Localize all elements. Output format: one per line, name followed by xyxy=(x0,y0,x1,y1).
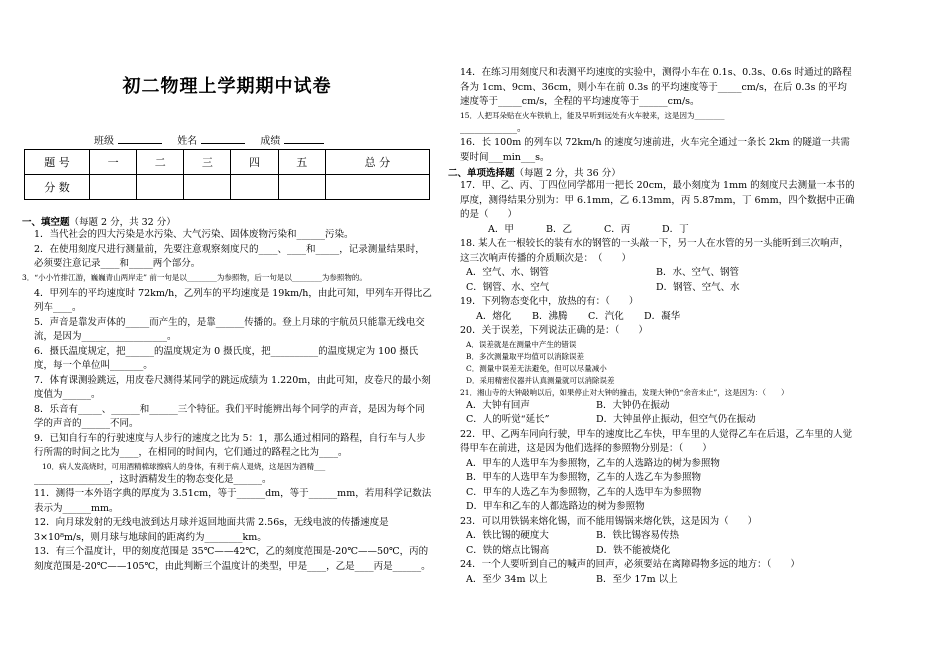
name-blank[interactable] xyxy=(201,133,245,144)
name-label: 姓名 xyxy=(177,136,198,147)
option[interactable]: A．误差就是在测量中产生的错误 xyxy=(466,339,577,349)
question-8: 8．乐音有_____、______和______三个特征。我们平时能辨出每个同学的声音，是因为每个同学的声音的______不同。 xyxy=(34,403,425,429)
option[interactable]: D．凝华 xyxy=(644,310,681,322)
score-table-header: 四 xyxy=(231,150,278,175)
section1-title: 一、填空题 xyxy=(22,217,70,228)
question-7: 7．体育课测验跳远，用皮卷尺测得某同学的跳远成绩为 1.220m，由此可知，皮卷尺的最小刻度值为______。 xyxy=(34,374,431,400)
option[interactable]: B．沸腾 xyxy=(532,310,568,322)
question-3: 3．“小小竹排江游，巍巍青山两岸走” 前一句是以________为参照物，后一句是以________为参照物的。 xyxy=(22,272,367,282)
question-19: 19．下列物态变化中，放热的有：（ ） xyxy=(460,296,639,307)
question-6: 6．摄氏温度规定，把______的温度规定为 0 摄氏度，把__________的温度规定为 100 摄氏度，每一个单位叫_______。 xyxy=(34,345,419,371)
option[interactable]: C．人的听觉“延长” xyxy=(466,414,550,425)
score-table-header-row xyxy=(25,150,430,175)
question-5: 5．声音是靠发声体的_____而产生的，是靠______传播的。登上月球的宇航员只能靠无线电交流，是因为__________________。 xyxy=(34,316,425,342)
question-23-options xyxy=(448,529,856,558)
right-fill-blank xyxy=(448,66,856,587)
option[interactable]: B．水、空气、钢管 xyxy=(656,267,739,278)
section1-note: （每题 2 分，共 32 分） xyxy=(69,217,176,228)
score-label: 成绩 xyxy=(260,136,281,147)
question-14: 14．在练习用刻度尺和表测平均速度的实验中，测得小车在 0.1s、0.3s、0.6s 时通过的路程各为 1cm、9cm、36cm，则小车在前 0.3s 的平均速度等于_____cm/s，在后 0.3s 的平均速度等于_____cm/s，全程的平均速度等于______cm/s。 xyxy=(460,67,852,107)
question-20-options xyxy=(448,339,856,387)
option[interactable]: D．丁 xyxy=(662,223,689,235)
question-23: 23．可以用铁锅来熔化锡，而不能用锡锅来熔化铁，这是因为（ ） xyxy=(460,515,758,527)
option[interactable]: C．铁的熔点比锡高 xyxy=(466,544,550,556)
question-16: 16．长 100m 的列车以 72km/h 的速度匀速前进，火车完全通过一条长 2km 的隧道一共需要时间___min___s。 xyxy=(460,137,850,163)
option[interactable]: D．钢管、空气、水 xyxy=(656,281,740,293)
score-cell[interactable] xyxy=(184,175,231,200)
question-20: 20．关于误差，下列说法正确的是：（ ） xyxy=(460,325,648,336)
question-19-options xyxy=(448,310,856,325)
section2-title: 二、单项选择题 xyxy=(448,168,515,179)
option[interactable]: A．至少 34m 以上 xyxy=(466,573,548,585)
question-12: 12．向月球发射的无线电波到达月球并返回地面共需 2.56s，无线电波的传播速度是 3×10⁸m/s，则月球与地球间的距离约为________km。 xyxy=(34,517,389,543)
question-10: 10．病人发高烧时，可用酒精棉球擦病人的身体，有利于病人退烧，这是因为酒精___ xyxy=(42,461,326,471)
question-24: 24．一个人要听到自己的喊声的回声，必须要站在离障碍物多远的地方：（ ） xyxy=(460,559,800,570)
score-cell[interactable] xyxy=(231,175,278,200)
option[interactable]: D．采用精密仪器并认真测量就可以消除误差 xyxy=(466,375,615,385)
question-21: 21．湘山寺的大钟敲响以后，如果停止对大钟的撞击，发现大钟仍“余音未止”，这是因为：（ ） xyxy=(460,387,789,397)
score-table-header: 一 xyxy=(90,150,137,175)
section-fill-blank xyxy=(22,214,432,574)
score-table-header: 题 号 xyxy=(25,150,90,175)
option[interactable]: D．铁不能被烧化 xyxy=(596,544,671,556)
question-15: 15．人把耳朵贴在火车铁轨上，能及早听到远处有火车驶来，这是因为________ xyxy=(460,110,725,120)
section2-note: （每题 2 分，共 36 分） xyxy=(514,168,621,179)
score-table-header: 二 xyxy=(137,150,184,175)
option[interactable]: A．铁比锡的硬度大 xyxy=(466,530,549,541)
score-table-header: 总 分 xyxy=(325,150,429,175)
option[interactable]: C．丙 xyxy=(604,223,631,235)
option[interactable]: B．至少 17m 以上 xyxy=(596,573,678,585)
question-17-options xyxy=(448,223,856,238)
question-24-options xyxy=(448,573,856,588)
section1-heading xyxy=(22,214,432,228)
question-17: 17．甲、乙、丙、丁四位同学都用一把长 20cm，最小刻度为 1mm 的刻度尺去测量一本书的厚度，测得结果分别为：甲 6.1mm，乙 6.13mm，丙 5.87mm，丁 6mm，四个数据中正确的是（ ） xyxy=(460,180,855,220)
score-cell[interactable] xyxy=(90,175,137,200)
question-9: 9．已知自行车的行驶速度与人步行的速度之比为 5：1，那么通过相同的路程，自行车与人步行所需的时间之比为____，在相同的时间内，它们通过的路程之比为____。 xyxy=(34,432,426,458)
question-18-options xyxy=(448,266,856,295)
score-table-header: 五 xyxy=(278,150,325,175)
option[interactable]: D．大钟虽停止振动，但空气仍在振动 xyxy=(596,414,756,425)
score-row-label: 分 数 xyxy=(25,175,90,200)
question-4: 4．甲列车的平均速度时 72km/h，乙列车的平均速度是 19km/h，由此可知，甲列车开得比乙列车____。 xyxy=(34,287,432,313)
option[interactable]: B．铁比锡容易传热 xyxy=(596,530,679,541)
option[interactable]: A．大钟有回声 xyxy=(466,399,530,411)
score-table-row xyxy=(25,175,430,200)
section2-heading xyxy=(448,165,856,179)
score-blank[interactable] xyxy=(284,133,324,144)
option[interactable]: C．汽化 xyxy=(588,310,624,322)
question-1: 1．当代社会的四大污染是水污染、大气污染、固体废物污染和______污染。 xyxy=(34,229,354,240)
option[interactable]: B．大钟仍在振动 xyxy=(596,399,670,411)
score-table xyxy=(24,149,430,200)
question-13: 13．有三个温度计，甲的刻度范围是 35℃——42℃，乙的刻度范围是-20℃——50℃，丙的刻度范围是-20℃——105℃，由此判断三个温度计的类型，甲是____，乙是____丙是______。 xyxy=(34,546,431,572)
left-column xyxy=(22,0,432,646)
score-cell[interactable] xyxy=(137,175,184,200)
option[interactable]: D．甲车和乙车的人都选路边的树为参照物 xyxy=(466,501,645,512)
class-label: 班级 xyxy=(94,136,114,147)
score-cell[interactable] xyxy=(278,175,325,200)
question-22: 22．甲、乙两车同向行驶，甲车的速度比乙车快，甲车里的人觉得乙车在后退，乙车里的人觉得甲车在前进，这是因为他们选择的参照物分别是：（ ） xyxy=(460,428,853,454)
question-11: 11．测得一本外语字典的厚度为 3.51cm，等于______dm，等于______mm，若用科学记数法表示为______mm。 xyxy=(34,488,432,514)
option[interactable]: B．乙 xyxy=(546,223,572,235)
question-21-options xyxy=(448,399,856,428)
option[interactable]: C．甲车的人选乙车为参照物，乙车的人选甲车为参照物 xyxy=(466,486,702,498)
option[interactable]: C．钢管、水、空气 xyxy=(466,281,550,293)
score-cell[interactable] xyxy=(325,175,429,200)
question-22-options xyxy=(448,457,856,515)
option[interactable]: A．甲 xyxy=(488,223,514,235)
question-15-cont: ____________。 xyxy=(460,122,527,134)
question-10-cont: ________________，这时酒精发生的物态变化是______。 xyxy=(34,473,272,485)
option[interactable]: A．空气、水、钢管 xyxy=(466,267,549,278)
option[interactable]: C．测量中误差无法避免，但可以尽量减小 xyxy=(466,363,607,373)
option[interactable]: B．多次测量取平均值可以消除误差 xyxy=(466,351,585,361)
score-table-header: 三 xyxy=(184,150,231,175)
page-title: 初二物理上学期期中试卷 xyxy=(122,76,332,97)
option[interactable]: A．甲车的人选甲车为参照物，乙车的人选路边的树为参照物 xyxy=(466,457,720,469)
class-blank[interactable] xyxy=(118,133,162,144)
question-2: 2．在使用刻度尺进行测量前，先要注意观察刻度尺的____、____和_____，记录测量结果时，必须要注意记录____和_____两个部分。 xyxy=(34,243,425,269)
option[interactable]: B．甲车的人选甲车为参照物，乙车的人选乙车为参照物 xyxy=(466,472,701,483)
option[interactable]: A．熔化 xyxy=(476,310,512,322)
right-column xyxy=(448,0,856,646)
question-18: 18. 某人在一根较长的装有水的钢管的一头敲一下，另一人在水管的另一头能听到三次响声，这三次响声传播的介质顺次是： （ ） xyxy=(460,238,849,264)
student-info-line xyxy=(94,132,328,147)
